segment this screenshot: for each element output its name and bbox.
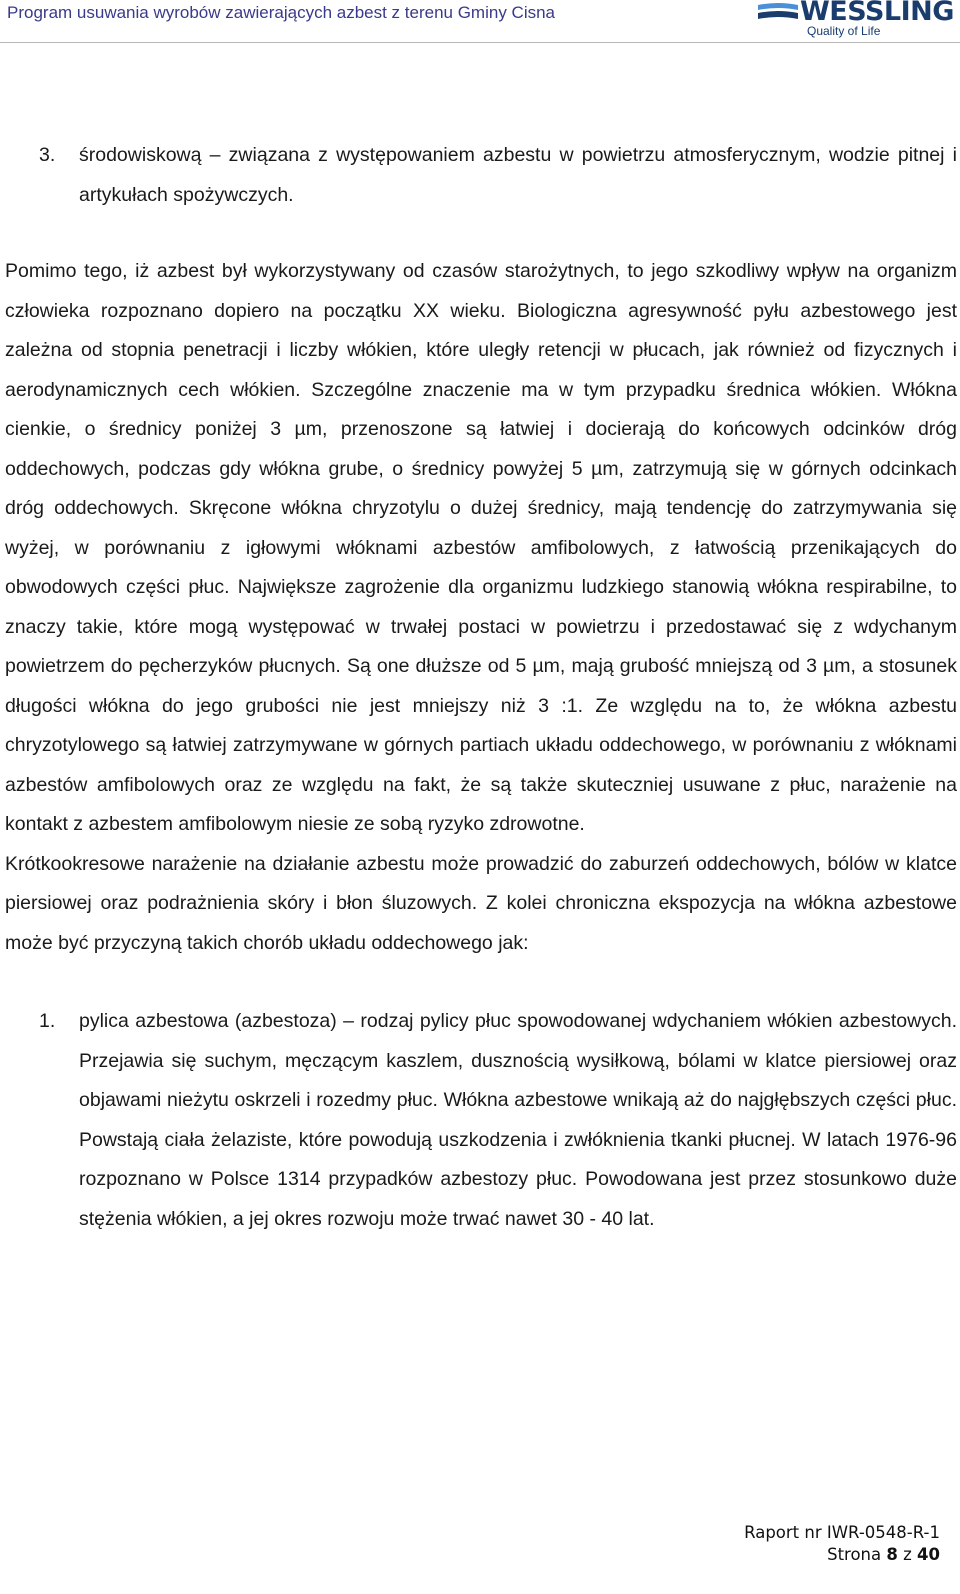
page-footer	[744, 1522, 940, 1566]
header-title: Program usuwania wyrobów zawierających azbest z terenu Gminy Cisna	[7, 3, 556, 22]
logo-name: WESSLING	[800, 0, 954, 27]
page-label: Strona	[827, 1545, 882, 1564]
page-indicator	[744, 1544, 940, 1566]
page-total: 40	[917, 1545, 940, 1564]
list-text: pylica azbestowa (azbestoza) – rodzaj pylicy płuc spowodowanej wdychaniem włókien azbestowych. Przejawia się suchym, męczącym kaszlem, dusznością wysiłkową, bólami w klatce piersiowej oraz objawami nieżytu oskrzeli i rozedmy płuc. Włókna azbestowe wnikają aż do najgłębszych części płuc. Powstają ciała żelaziste, które powodują uszkodzenia i zwłóknienia tkanki płucnej. W latach 1976-96 rozpoznano w Polsce 1314 przypadków azbestozy płuc. Powodowana jest przez stosunkowo duże stężenia włókien, a jej okres rozwoju może trwać nawet 30 - 40 lat.	[79, 1010, 957, 1230]
page-separator: z	[903, 1545, 912, 1564]
report-number: Raport nr IWR-0548-R-1	[744, 1523, 940, 1542]
list-text: środowiskową – związana z występowaniem azbestu w powietrzu atmosferycznym, wodzie pitnej i artykułach spożywczych.	[79, 144, 957, 206]
wessling-logo	[756, 0, 956, 40]
list-number: 3.	[39, 144, 56, 166]
list-number: 1.	[39, 1010, 56, 1032]
list-item-1	[5, 1002, 957, 1239]
paragraph-exposure: Krótkookresowe narażenie na działanie azbestu może prowadzić do zaburzeń oddechowych, bólów w klatce piersiowej oraz podrażnienia skóry i błon śluzowych. Z kolei chroniczna ekspozycja na włókna azbestowe może być przyczyną takich chorób układu oddechowego jak:	[5, 852, 957, 954]
wessling-wave-icon	[756, 2, 800, 22]
page-current: 8	[886, 1545, 898, 1564]
list-item-3	[5, 136, 957, 215]
logo-tagline: Quality of Life	[807, 24, 881, 38]
paragraph-health-effects: Pomimo tego, iż azbest był wykorzystywany od czasów starożytnych, to jego szkodliwy wpływ na organizm człowieka rozpoznano dopiero na początku XX wieku. Biologiczna agresywność pyłu azbestowego jest zależna od stopnia penetracji i liczby włókien, które uległy retencji w płucach, jak również od fizycznych i aerodynamicznych cech włókien. Szczególne znaczenie ma w tym przypadku średnica włókien. Włókna cienkie, o średnicy poniżej 3 µm, przenoszone są łatwiej i docierają do końcowych odcinków dróg oddechowych, podczas gdy włókna grube, o średnicy powyżej 5 µm, zatrzymują się w górnych odcinkach dróg oddechowych. Skręcone włókna chryzotylu o dużej średnicy, mają tendencję do zatrzymywania się wyżej, w porównaniu z igłowymi włóknami azbestów amfibolowych, z łatwością przenikających do obwodowych części płuc. Największe zagrożenie dla organizmu ludzkiego stanowią włókna respirabilne, to znaczy takie, które mogą występować w trwałej postaci w powietrzu i przedostawać się z wdychanym powietrzem do pęcherzyków płucnych. Są one dłuższe od 5 µm, mają grubość mniejszą od 3 µm, a stosunek długości włókna do jego grubości nie jest mniejszy niż 3 :1. Ze względu na to, że włókna azbestu chryzotylowego są łatwiej zatrzymywane w górnych partiach układu oddechowego, w porównaniu z włóknami azbestów amfibolowych oraz ze względu na fakt, że są także skuteczniej usuwane z płuc, narażenie na kontakt z azbestem amfibolowym niesie ze sobą ryzyko zdrowotne.	[5, 260, 957, 835]
document-body	[5, 136, 957, 1239]
header-divider	[0, 42, 960, 43]
page-header	[0, 0, 960, 44]
